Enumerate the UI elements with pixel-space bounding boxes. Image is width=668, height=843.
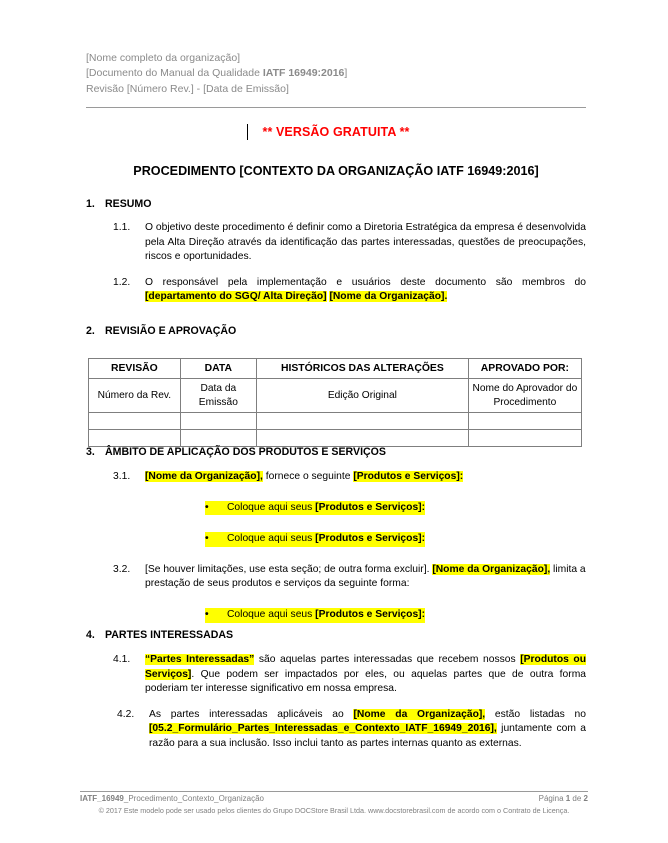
clause-number-1-2: 1.2.: [113, 276, 131, 288]
header-manual-suffix: ]: [344, 67, 348, 80]
table-cell-historicos[interactable]: [257, 430, 469, 447]
header-divider: [86, 107, 586, 108]
section-number-4: 4.: [86, 629, 95, 641]
footer-page-total: 2: [583, 794, 588, 803]
list-item: [205, 501, 586, 516]
footer-document-id-rest: _Procedimento_Contexto_Organização: [123, 794, 264, 803]
footer-divider: [80, 791, 588, 792]
section-number-3: 3.: [86, 446, 95, 458]
clause-1-2-highlight-organization: [Nome da Organização].: [329, 291, 448, 303]
clause-3-1-highlight-products: [Produtos e Serviços]:: [353, 471, 464, 482]
clause-number-4-2: 4.2.: [117, 708, 135, 720]
clause-number-1-1: 1.1.: [113, 222, 131, 233]
section-heading-2: [86, 325, 586, 337]
section-number-1: 1.: [86, 198, 95, 210]
table-header-revisao: REVISÃO: [89, 359, 181, 379]
table-cell-revisao[interactable]: Número da Rev.: [89, 379, 181, 413]
clause-4-1-highlight-quote: “Partes Interessadas”: [145, 654, 255, 665]
list-item-bold: [Produtos e Serviços]:: [315, 501, 426, 513]
footer-document-id-bold: IATF_16949: [80, 794, 124, 803]
footer-page-current: 1: [565, 794, 571, 803]
clause-text-3-1: [145, 470, 586, 485]
clause-3-1: [86, 470, 586, 485]
section-title-3: ÂMBITO DE APLICAÇÃO DOS PRODUTOS E SERVIÇOS: [105, 446, 386, 458]
table-row: [89, 413, 582, 430]
table-cell-data[interactable]: Data da Emissão: [180, 379, 256, 413]
bullet-icon: •: [205, 501, 227, 516]
table-cell-aprovado[interactable]: [468, 413, 581, 430]
document-header: [86, 51, 586, 97]
table-cell-revisao[interactable]: [89, 413, 181, 430]
table-cell-historicos[interactable]: [257, 413, 469, 430]
section-number-2: 2.: [86, 325, 95, 337]
clause-4-1-highlight-products: [Produtos ou Serviços]: [145, 654, 586, 680]
section-heading-3: [86, 446, 586, 458]
table-cell-data[interactable]: [180, 430, 256, 447]
footer-page-prefix: Página: [538, 794, 566, 803]
footer-page-number: [539, 794, 588, 803]
header-manual-prefix: [Documento do Manual da Qualidade: [86, 67, 263, 80]
clause-3-2: [86, 563, 586, 592]
table-cell-historicos[interactable]: Edição Original: [257, 379, 469, 413]
clause-text-1-1: O objetivo deste procedimento é definir como a Diretoria Estratégica da empresa é desenvolvida pela Alta Direção através da identificação das partes interessadas, questões de preocupações, riscos e oportunidades.: [145, 222, 586, 263]
table-header-aprovado: APROVADO POR:: [468, 359, 581, 379]
table-cell-revisao[interactable]: [89, 430, 181, 447]
clause-1-1: [86, 221, 586, 265]
table-row: [89, 430, 582, 447]
clause-4-1: [86, 653, 586, 697]
header-revision-line: Revisão [Número Rev.] - [Data de Emissão]: [86, 82, 289, 95]
section-title-4: PARTES INTERESSADAS: [105, 629, 234, 641]
section-revisao-aprovacao: [86, 325, 586, 337]
list-item-text: [227, 608, 425, 623]
list-item-bold: [Produtos e Serviços]:: [315, 533, 426, 545]
clause-number-4-1: 4.1.: [113, 654, 131, 665]
table-header-row: [89, 359, 582, 379]
list-item-lead: Coloque aqui seus: [227, 533, 316, 545]
list-item-lead: Coloque aqui seus: [227, 501, 316, 513]
document-footer: [80, 794, 588, 803]
section-ambito-aplicacao: [86, 446, 586, 623]
table-header-data: DATA: [180, 359, 256, 379]
table-row: [89, 379, 582, 413]
list-item-lead: Coloque aqui seus: [227, 608, 316, 620]
clause-1-2: [86, 276, 586, 305]
clause-text-4-2: [149, 708, 586, 752]
revision-table: [88, 358, 582, 447]
section-heading-1: [86, 198, 586, 210]
table-cell-aprovado[interactable]: [468, 430, 581, 447]
free-version-banner: ** VERSÃO GRATUITA **: [262, 125, 410, 139]
clause-3-1-mid: fornece o seguinte: [262, 471, 354, 482]
header-organization-name: [Nome completo da organização]: [86, 52, 241, 64]
section-resumo: [86, 198, 586, 305]
clause-4-1-tail: . Que podem ser impactados por eles, ou aquelas partes que de outra forma poderiam ter interesse significativo em nossa empresa.: [145, 668, 586, 695]
list-item-text: [227, 501, 425, 516]
section-partes-interessadas: [86, 629, 586, 752]
table-cell-data[interactable]: [180, 413, 256, 430]
table-header-historicos: HISTÓRICOS DAS ALTERAÇÕES: [257, 359, 469, 379]
list-item-bold: [Produtos e Serviços]:: [315, 608, 426, 620]
page-title: PROCEDIMENTO [CONTEXTO DA ORGANIZAÇÃO IATF 16949:2016]: [133, 164, 539, 178]
clause-3-2-lead: [Se houver limitações, use esta seção; de outra forma excluir].: [145, 563, 433, 575]
list-item-text: [227, 532, 425, 547]
table-cell-aprovado[interactable]: Nome do Aprovador do Procedimento: [468, 379, 581, 413]
list-item: [205, 608, 586, 623]
clause-text-4-1: [145, 653, 586, 697]
clause-text-1-2: [145, 276, 586, 305]
footer-document-id: [80, 794, 264, 803]
clause-text-3-2: [145, 563, 586, 592]
bullet-icon: •: [205, 532, 227, 547]
clause-3-2-tail: limita a prestação de seus produtos e serviços da seguinte forma:: [145, 563, 586, 590]
section-heading-4: [86, 629, 586, 641]
section-title-1: RESUMO: [105, 198, 152, 210]
bullet-icon: •: [205, 608, 227, 623]
header-manual-standard: IATF 16949:2016: [262, 67, 345, 80]
footer-page-mid: de: [570, 794, 584, 803]
clause-4-2: [86, 708, 586, 752]
list-item: [205, 532, 586, 547]
clause-1-2-lead: O responsável pela implementação e usuários deste documento são membros do: [145, 276, 586, 288]
footer-copyright: © 2017 Este modelo pode ser usado pelos clientes do Grupo DOCStore Brasil Ltda. www.docstorebrasil.com de acordo com o Contrato de Licença.: [98, 806, 570, 815]
clause-4-2-highlight-organization: [Nome da Organização],: [353, 708, 486, 720]
clause-4-2-lead: As partes interessadas aplicáveis ao: [149, 708, 354, 720]
clause-number-3-1: 3.1.: [113, 471, 131, 482]
clause-3-2-highlight-organization: [Nome da Organização],: [432, 563, 551, 575]
section-title-2: REVISIÃO E APROVAÇÃO: [105, 325, 237, 337]
clause-4-2-highlight-form-reference: [05.2_Formulário_Partes_Interessadas_e_Contexto_IATF_16949_2016],: [149, 723, 497, 735]
clause-1-2-highlight-department: [departamento do SGQ/ Alta Direção]: [145, 291, 327, 303]
clause-4-1-mid: são aquelas partes interessadas que recebem nossos: [254, 654, 521, 665]
clause-4-2-mid: estão listadas no: [485, 708, 586, 720]
clause-number-3-2: 3.2.: [113, 563, 131, 575]
clause-4-2-tail: juntamente com a razão para a sua inclusão. Isso inclui tanto as partes internas quanto as externas.: [149, 723, 586, 749]
header-manual-reference: [86, 66, 586, 81]
clause-3-1-highlight-organization: [Nome da Organização],: [145, 471, 263, 482]
